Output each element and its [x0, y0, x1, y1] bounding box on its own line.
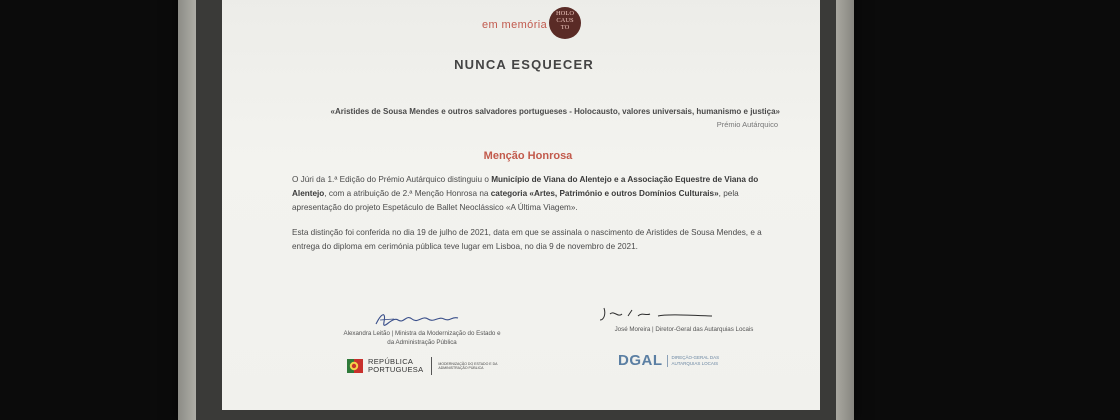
signature-jose-moreira: [596, 304, 716, 324]
ministry-name-text: MODERNIZAÇÃO DO ESTADO E DA ADMINISTRAÇÃO PÚBLICA: [438, 361, 498, 370]
republica-portuguesa-text: REPÚBLICA PORTUGUESA: [368, 357, 424, 374]
dgal-logo-wordmark: DGAL: [618, 352, 663, 369]
portugal-shield-icon: [346, 357, 364, 375]
certificate-document: [222, 0, 820, 410]
signature-alexandra-leitao: [372, 310, 462, 328]
nunca-esquecer-title: NUNCA ESQUECER: [454, 57, 594, 72]
republica-portuguesa-logo: [346, 357, 502, 375]
mencao-honrosa-heading: Menção Honrosa: [483, 150, 573, 162]
premio-autarquico-label: Prémio Autárquico: [716, 120, 778, 129]
award-subtitle: «Aristides de Sousa Mendes e outros salvadores portugueses - Holocausto, valores universais, humanismo e justiça»: [330, 107, 780, 116]
signatory-1-caption: Alexandra Leitão | Ministra da Modernização do Estado e da Administração Pública: [343, 330, 501, 346]
logo-divider: [431, 357, 432, 375]
dgal-full-name: DIREÇÃO-GERAL DAS AUTARQUIAS LOCAIS: [667, 355, 720, 367]
em-memoria-text: em memória: [482, 19, 548, 31]
dgal-logo: [618, 352, 719, 369]
holocausto-logo-text: HOLO CAUS TO: [555, 10, 575, 31]
distinction-date-paragraph: Esta distinção foi conferida no dia 19 de julho de 2021, data em que se assinala o nascimento de Aristides de Sousa Mendes, e a entrega do diploma em cerimónia pública teve lugar em Lisboa, no dia 9 de novembro de 2021.: [292, 228, 762, 251]
signatory-2-caption: José Moreira | Diretor-Geral das Autarquias Locais: [614, 326, 754, 333]
citation-paragraph: O Júri da 1.ª Edição do Prémio Autárquico distinguiu o Município de Viana do Alentejo e a Associação Equestre de Viana do Alentejo, com a atribuição de 2.ª Menção Honrosa na categoria «Artes, Património e outros Domínios Culturais», pela apresentação do projeto Espetáculo de Ballet Neoclássico «A Última Viagem».: [292, 175, 759, 212]
